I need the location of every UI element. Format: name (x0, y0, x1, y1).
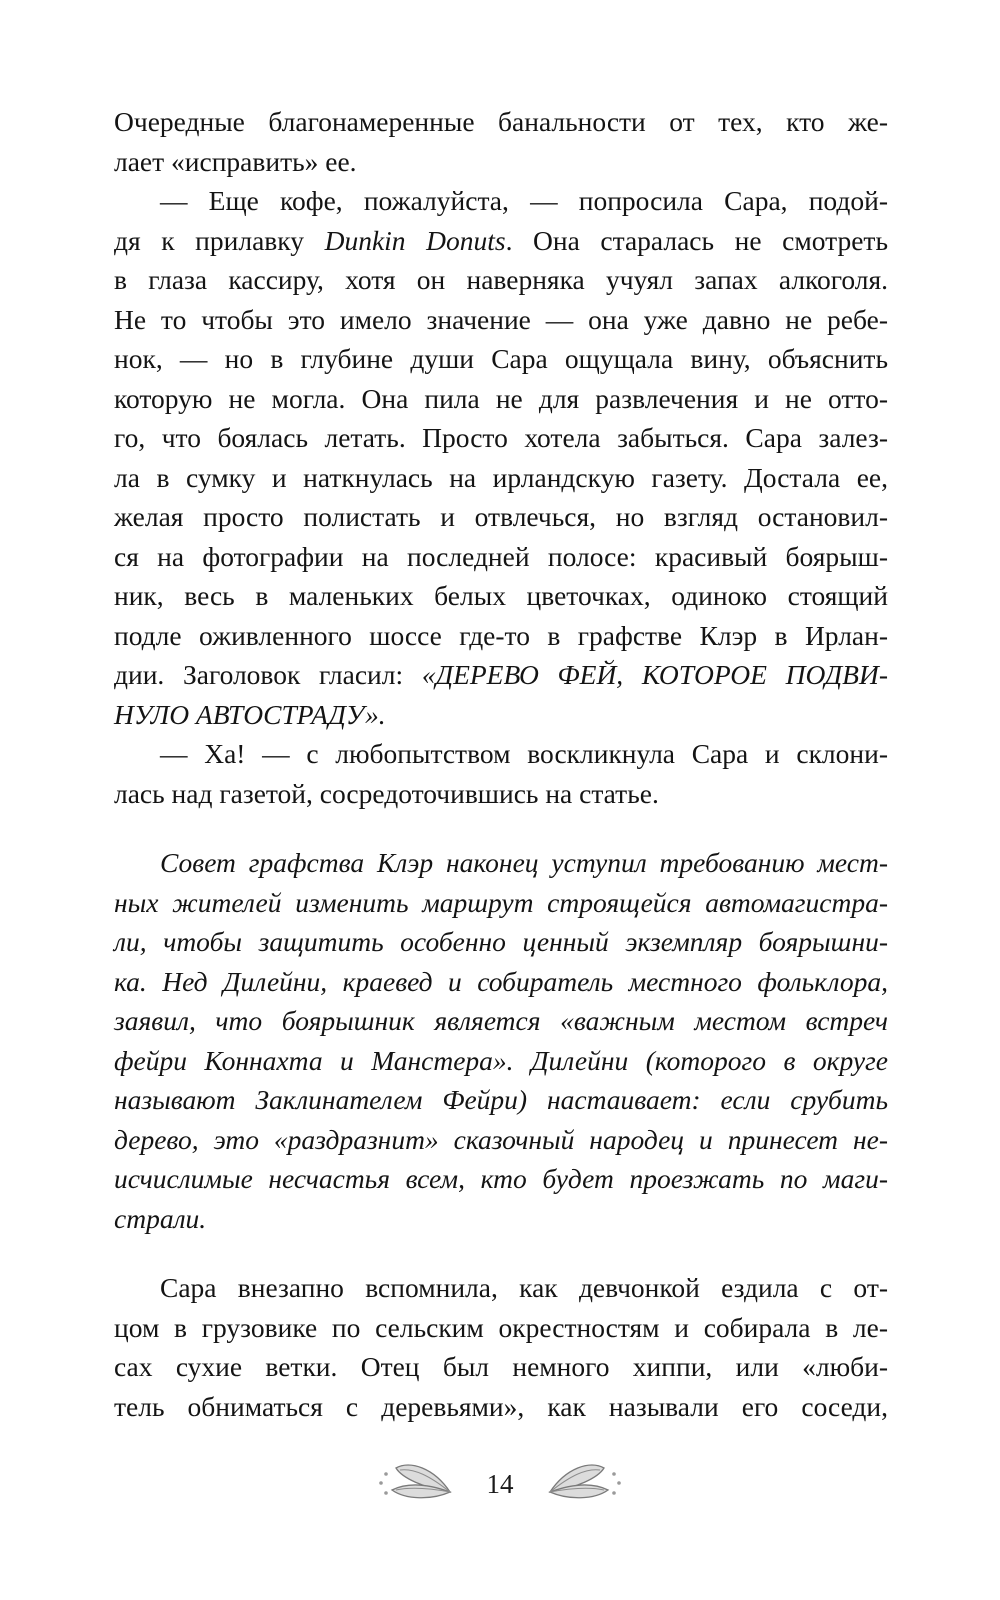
text-line: лает «исправить» ее. (114, 145, 357, 177)
text-line: ли, чтобы защитить особенно ценный экземпляр боярышни- (114, 926, 888, 957)
text-line: исчислимые несчастья всем, кто будет проезжать по маги- (114, 1163, 888, 1194)
paragraph (114, 1268, 888, 1426)
text-line: — Ха! — с любопытством воскликнула Сара и склони- (160, 738, 888, 769)
text-line: лась над газетой, сосредоточившись на статье. (114, 777, 659, 809)
paragraph (114, 734, 888, 813)
paragraph (114, 181, 888, 734)
text-line: ла в сумку и наткнулась на ирландскую газету. Достала ее, (114, 461, 888, 493)
text-line: Совет графства Клэр наконец уступил требованию мест- (160, 847, 888, 878)
text-line: тель обниматься с деревьями», как называли его соседи, (114, 1390, 888, 1422)
text-line: фейри Коннахта и Манстера». Дилейни (которого в округе (114, 1044, 888, 1076)
text-line: го, что боялась летать. Просто хотела забыться. Сара залез- (114, 422, 888, 453)
text-line: в глаза кассиру, хотя он наверняка учуял запах алкоголя. (114, 264, 888, 295)
text-line: подле оживленного шоссе где-то в графстве Клэр в Ирлан- (114, 619, 888, 651)
text-line: ник, весь в маленьких белых цветочках, одиноко стоящий (114, 580, 888, 611)
paragraph (114, 843, 888, 1238)
text-line: ных жителей изменить маршрут строящейся автомагистра- (114, 886, 888, 918)
page-text (114, 102, 888, 1426)
text-line: называют Заклинателем Фейри) настаивает: если срубить (114, 1084, 888, 1115)
text-line: страли. (114, 1202, 207, 1234)
text-line: — Еще кофе, пожалуйста, — попросила Сара, подой- (160, 185, 888, 216)
text-line: дя к прилавку Dunkin Donuts. Она старалась не смотреть (114, 224, 888, 256)
paragraph (114, 102, 888, 181)
text-line: НУЛО АВТОСТРАДУ». (114, 698, 386, 730)
fairy-wing-ornament-left (376, 1462, 454, 1506)
text-line: цом в грузовике по сельским окрестностям и собирала в ле- (114, 1311, 888, 1343)
text-line: сах сухие ветки. Отец был немного хиппи, или «люби- (114, 1351, 888, 1382)
page-number: 14 (486, 1468, 514, 1499)
text-line: дерево, это «раздразнит» сказочный народец и принесет не- (114, 1123, 888, 1155)
text-line: Не то чтобы это имело значение — она уже давно не ребе- (114, 303, 888, 335)
text-line: дии. Заголовок гласил: «ДЕРЕВО ФЕЙ, КОТОРОЕ ПОДВИ- (114, 659, 888, 690)
text-line: нок, — но в глубине души Сара ощущала вину, объяснить (114, 343, 888, 374)
fairy-wing-ornament-right (546, 1462, 624, 1506)
text-line: ся на фотографии на последней полосе: красивый боярыш- (114, 540, 888, 572)
text-line: ка. Нед Дилейни, краевед и собиратель местного фольклора, (114, 965, 888, 997)
text-line: Сара внезапно вспомнила, как девчонкой ездила с от- (160, 1272, 888, 1303)
text-line: заявил, что боярышник является «важным местом встреч (114, 1005, 888, 1036)
page-footer (0, 1460, 1000, 1508)
text-line: Очередные благонамеренные банальности от тех, кто же- (114, 106, 888, 137)
text-line: которую не могла. Она пила не для развлечения и не отто- (114, 382, 888, 414)
text-line: желая просто полистать и отвлечься, но взгляд остановил- (114, 501, 888, 532)
